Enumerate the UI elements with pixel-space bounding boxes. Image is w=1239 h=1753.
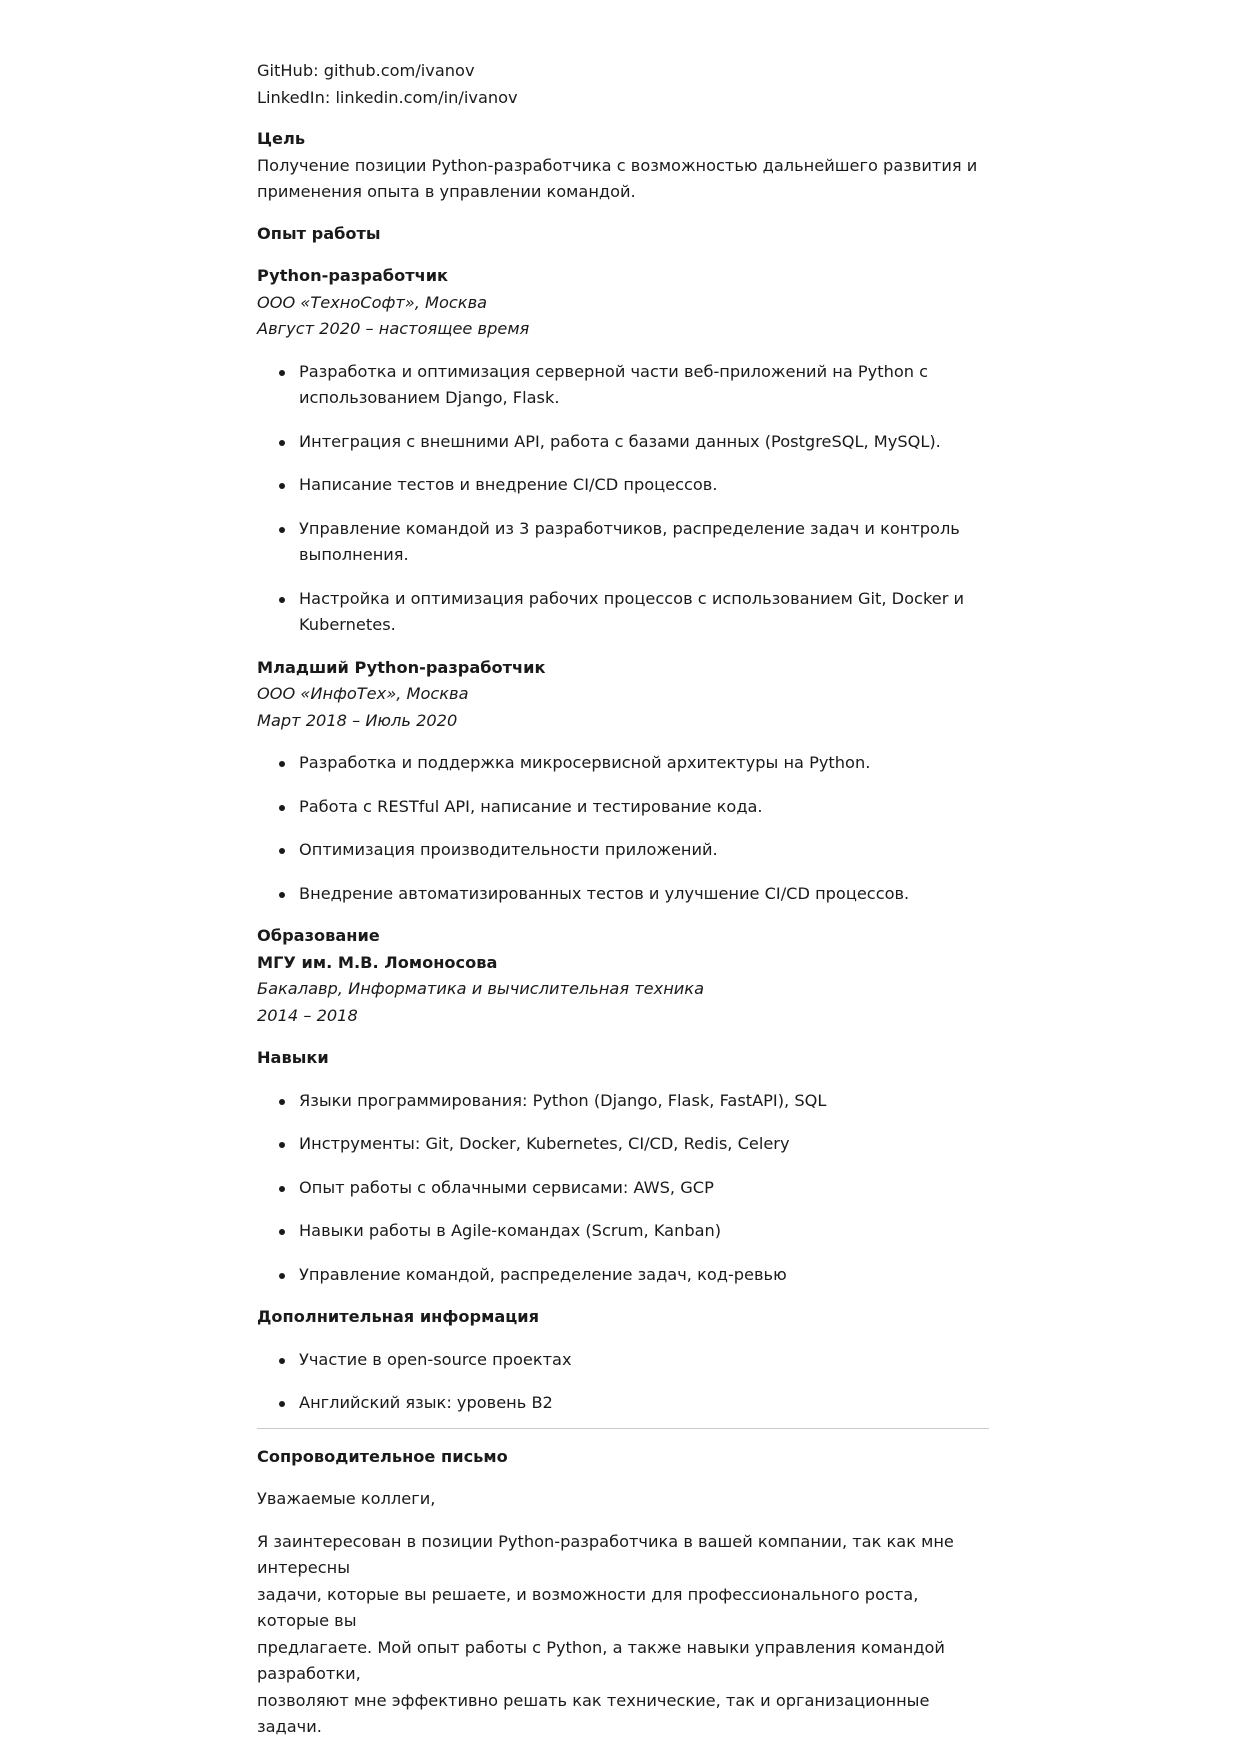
- list-item-text: Настройка и оптимизация рабочих процессов с использованием Git, Docker и: [299, 588, 965, 608]
- job-entry: [257, 263, 989, 639]
- objective-text-line: Получение позиции Python-разработчика с возможностью дальнейшего развития и: [257, 155, 978, 175]
- list-item: [299, 472, 989, 499]
- list-item: [299, 516, 989, 569]
- cover-letter-line: позволяют мне эффективно решать как технические, так и организационные задачи.: [257, 1690, 930, 1736]
- cover-letter-line: Я заинтересован в позиции Python-разработчика в вашей компании, так как мне интересны: [257, 1531, 954, 1577]
- objective-heading: Цель: [257, 129, 306, 148]
- cover-letter-heading: Сопроводительное письмо: [257, 1446, 508, 1466]
- objective-text-line: применения опыта в управлении командой.: [257, 182, 636, 201]
- list-item: [299, 359, 989, 412]
- education-section: [257, 923, 989, 1029]
- list-item: Работа с RESTful API, написание и тестирование кода.: [299, 794, 989, 821]
- job-position: Младший Python-разработчик: [257, 657, 546, 677]
- list-item: Языки программирования: Python (Django, Flask, FastAPI), SQL: [299, 1088, 989, 1115]
- skills-heading: Навыки: [257, 1048, 329, 1067]
- list-item: Разработка и поддержка микросервисной архитектуры на Python.: [299, 750, 989, 777]
- skills-list: [257, 1088, 989, 1289]
- list-item: [299, 429, 989, 456]
- linkedin-link[interactable]: LinkedIn: linkedin.com/in/ivanov: [257, 87, 518, 107]
- list-item-text: использованием Django, Flask.: [299, 388, 560, 407]
- job-period: Август 2020 – настоящее время: [257, 319, 530, 338]
- list-item: Опыт работы с облачными сервисами: AWS, GCP: [299, 1175, 989, 1202]
- objective-section: [257, 126, 989, 206]
- list-item-text: Управление командой из 3 разработчиков, распределение задач и контроль: [299, 518, 960, 538]
- job-company: ООО «ТехноСофт», Москва: [257, 292, 488, 312]
- list-item-text: Разработка и оптимизация серверной части веб-приложений на Python с: [299, 361, 929, 381]
- list-item-text: Интеграция с внешними API, работа с базами данных (PostgreSQL, MySQL).: [299, 431, 941, 451]
- contacts-block: [257, 58, 989, 111]
- education-heading: Образование: [257, 926, 380, 945]
- education-degree: Бакалавр, Информатика и вычислительная техника: [257, 979, 704, 998]
- list-item: Английский язык: уровень B2: [299, 1390, 989, 1417]
- cover-letter-line: предлагаете. Мой опыт работы с Python, а также навыки управления командой разработки,: [257, 1637, 945, 1683]
- job-company: ООО «ИнфоТех», Москва: [257, 684, 469, 703]
- list-item: Инструменты: Git, Docker, Kubernetes, CI/CD, Redis, Celery: [299, 1131, 989, 1158]
- experience-heading: Опыт работы: [257, 223, 381, 243]
- list-item: Оптимизация производительности приложений.: [299, 837, 989, 864]
- resume-document: [257, 58, 989, 1741]
- job-position: Python-разработчик: [257, 266, 449, 285]
- list-item: Участие в open-source проектах: [299, 1347, 989, 1374]
- section-divider: [257, 1428, 989, 1429]
- list-item-text: выполнения.: [299, 545, 409, 564]
- cover-letter-body: [257, 1529, 989, 1741]
- list-item-text: Написание тестов и внедрение CI/CD процессов.: [299, 475, 718, 494]
- cover-letter-line: задачи, которые вы решаете, и возможности для профессионального роста, которые вы: [257, 1584, 919, 1630]
- list-item-text: Kubernetes.: [299, 615, 396, 634]
- education-years: 2014 – 2018: [257, 1005, 358, 1025]
- job-entry: [257, 655, 989, 908]
- list-item: Навыки работы в Agile-командах (Scrum, Kanban): [299, 1218, 989, 1245]
- cover-letter-greeting: Уважаемые коллеги,: [257, 1489, 436, 1508]
- job-duties-list: [257, 750, 989, 907]
- list-item: [299, 586, 989, 639]
- job-period: Март 2018 – Июль 2020: [257, 710, 458, 730]
- additional-heading: Дополнительная информация: [257, 1307, 540, 1326]
- list-item: Управление командой, распределение задач, код-ревью: [299, 1262, 989, 1289]
- github-link[interactable]: GitHub: github.com/ivanov: [257, 61, 475, 80]
- job-duties-list: [257, 359, 989, 639]
- education-university: МГУ им. М.В. Ломоносова: [257, 952, 498, 972]
- additional-list: [257, 1347, 989, 1417]
- list-item: Внедрение автоматизированных тестов и улучшение CI/CD процессов.: [299, 881, 989, 908]
